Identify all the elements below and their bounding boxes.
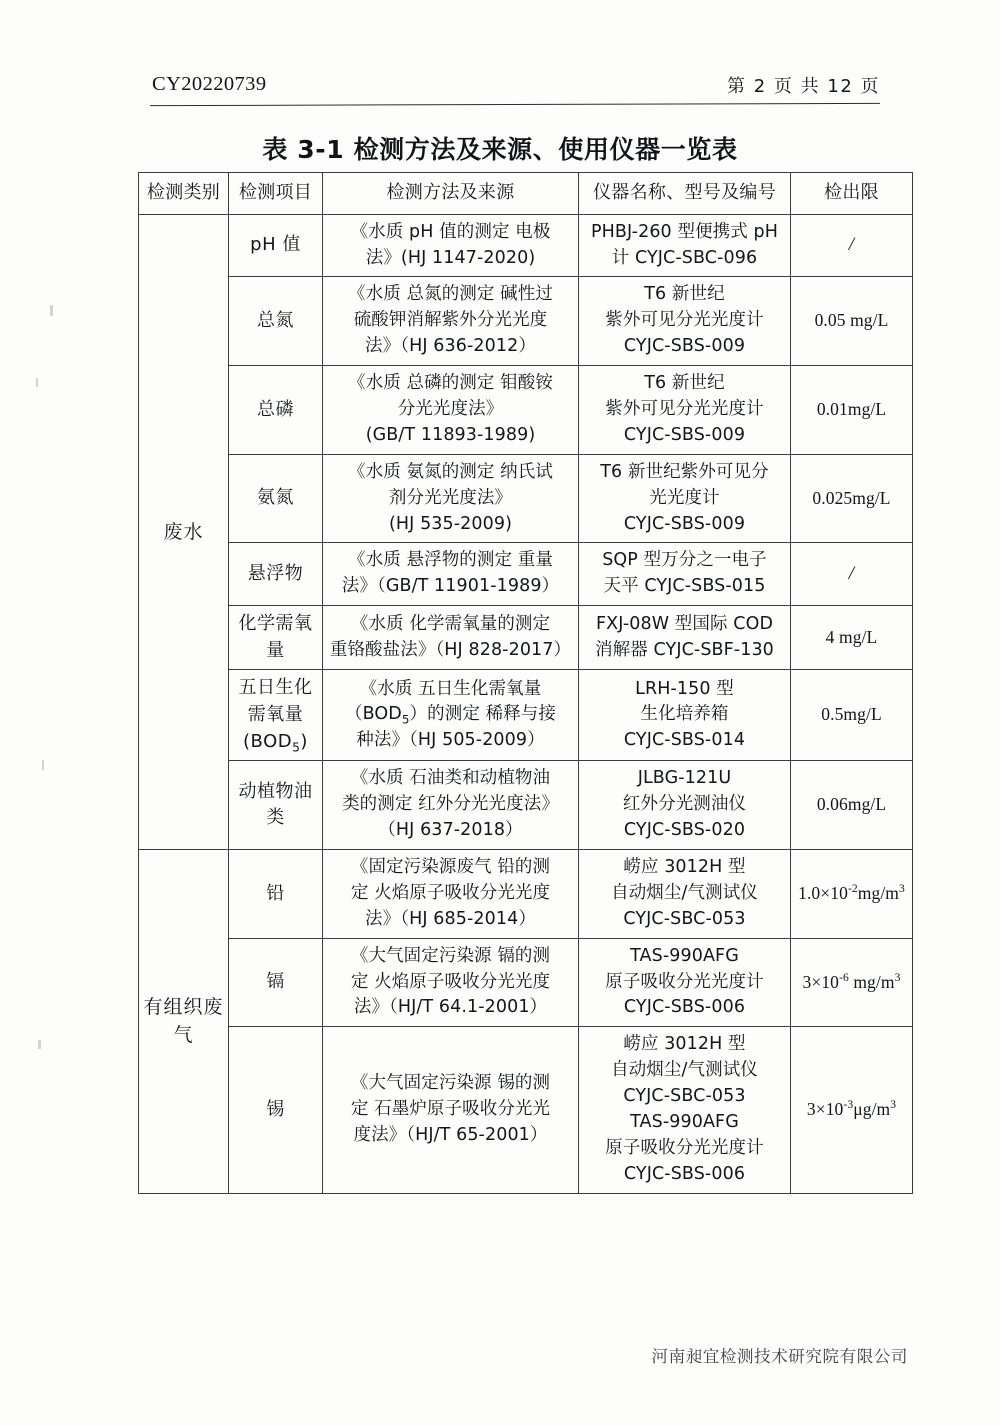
cell-method: 《水质 石油类和动植物油 类的测定 红外分光光度法》 （HJ 637-2018） bbox=[323, 761, 579, 850]
column-header-method: 检测方法及来源 bbox=[323, 173, 579, 215]
cell-item: 锡 bbox=[229, 1027, 323, 1193]
cell-method: 《水质 悬浮物的测定 重量 法》（GB/T 11901-1989） bbox=[323, 543, 579, 606]
column-header-item: 检测项目 bbox=[229, 173, 323, 215]
header-divider bbox=[150, 103, 880, 106]
cell-method: 《水质 总磷的测定 钼酸铵 分光光度法》 (GB/T 11893-1989) bbox=[323, 366, 579, 455]
table-row bbox=[139, 670, 913, 761]
cell-instrument: T6 新世纪 紫外可见分光光度计 CYJC-SBS-009 bbox=[579, 277, 791, 366]
table-row bbox=[139, 606, 913, 670]
table-row bbox=[139, 366, 913, 455]
cell-method: 《大气固定污染源 镉的测 定 火焰原子吸收分光光度 法》（HJ/T 64.1-2001） bbox=[323, 938, 579, 1027]
cell-item: 总磷 bbox=[229, 366, 323, 455]
table-row bbox=[139, 454, 913, 543]
cell-item: 化学需氧量 bbox=[229, 606, 323, 670]
cell-item: 悬浮物 bbox=[229, 543, 323, 606]
cell-instrument: T6 新世纪 紫外可见分光光度计 CYJC-SBS-009 bbox=[579, 366, 791, 455]
methods-table bbox=[138, 172, 913, 1194]
cell-detection-limit: $3\times 10^{-3}\mu g/m^3$ bbox=[791, 1027, 913, 1193]
page-header bbox=[152, 72, 880, 96]
table-row bbox=[139, 277, 913, 366]
cell-method: 《水质 氨氮的测定 纳氏试 剂分光光度法》 (HJ 535-2009) bbox=[323, 454, 579, 543]
cell-method: 《固定污染源废气 铅的测 定 火焰原子吸收分光光度 法》（HJ 685-2014） bbox=[323, 850, 579, 939]
cell-instrument: T6 新世纪紫外可见分 光光度计 CYJC-SBS-009 bbox=[579, 454, 791, 543]
cell-category: 有组织废气 bbox=[139, 850, 229, 1194]
table-row bbox=[139, 938, 913, 1027]
cell-item: 动植物油类 bbox=[229, 761, 323, 850]
cell-detection-limit: / bbox=[791, 543, 913, 606]
cell-detection-limit: $3\times 10^{-6}$ $mg/m^3$ bbox=[791, 938, 913, 1027]
cell-detection-limit: / bbox=[791, 214, 913, 277]
column-header-instrument: 仪器名称、型号及编号 bbox=[579, 173, 791, 215]
cell-detection-limit: 0.5mg/L bbox=[791, 670, 913, 761]
cell-detection-limit: 4 mg/L bbox=[791, 606, 913, 670]
table-row bbox=[139, 214, 913, 277]
cell-instrument: SQP 型万分之一电子 天平 CYJC-SBS-015 bbox=[579, 543, 791, 606]
cell-instrument: LRH-150 型 生化培养箱 CYJC-SBS-014 bbox=[579, 670, 791, 761]
cell-item: 镉 bbox=[229, 938, 323, 1027]
cell-method: 《水质 总氮的测定 碱性过 硫酸钾消解紫外分光光度 法》（HJ 636-2012） bbox=[323, 277, 579, 366]
cell-item: 总氮 bbox=[229, 277, 323, 366]
column-header-limit: 检出限 bbox=[791, 173, 913, 215]
cell-instrument: 崂应 3012H 型 自动烟尘/气测试仪 CYJC-SBC-053 bbox=[579, 850, 791, 939]
cell-instrument: TAS-990AFG 原子吸收分光光度计 CYJC-SBS-006 bbox=[579, 938, 791, 1027]
cell-instrument: FXJ-08W 型国际 COD 消解器 CYJC-SBF-130 bbox=[579, 606, 791, 670]
cell-detection-limit: 0.05 mg/L bbox=[791, 277, 913, 366]
cell-instrument: JLBG-121U 红外分光测油仪 CYJC-SBS-020 bbox=[579, 761, 791, 850]
cell-detection-limit: 0.01mg/L bbox=[791, 366, 913, 455]
methods-table-container bbox=[138, 172, 912, 1194]
table-row bbox=[139, 1027, 913, 1193]
cell-item: 氨氮 bbox=[229, 454, 323, 543]
page-indicator: 第 2 页 共 12 页 bbox=[727, 76, 880, 97]
cell-instrument: PHBJ-260 型便携式 pH 计 CYJC-SBC-096 bbox=[579, 214, 791, 277]
table-header-row bbox=[139, 173, 913, 215]
cell-method: 《水质 pH 值的测定 电极 法》(HJ 1147-2020) bbox=[323, 214, 579, 277]
cell-detection-limit: $1.0\times 10^{-2}mg/m^3$ bbox=[791, 850, 913, 939]
table-title: 表 3-1 检测方法及来源、使用仪器一览表 bbox=[262, 135, 738, 164]
cell-method: 《水质 化学需氧量的测定 重铬酸盐法》（HJ 828-2017） bbox=[323, 606, 579, 670]
cell-method: 《大气固定污染源 锡的测 定 石墨炉原子吸收分光光 度法》（HJ/T 65-2001） bbox=[323, 1027, 579, 1193]
table-row bbox=[139, 543, 913, 606]
cell-item: 五日生化需氧量 $(BOD_5)$ bbox=[229, 670, 323, 761]
scan-speck bbox=[50, 305, 53, 316]
cell-detection-limit: 0.06mg/L bbox=[791, 761, 913, 850]
cell-category: 废水 bbox=[139, 214, 229, 849]
table-body bbox=[139, 214, 913, 1193]
cell-instrument: 崂应 3012H 型 自动烟尘/气测试仪 CYJC-SBC-053 TAS-990AFG 原子吸收分光光度计 CYJC-SBS-006 bbox=[579, 1027, 791, 1193]
cell-item: 铅 bbox=[229, 850, 323, 939]
cell-item: pH 值 bbox=[229, 214, 323, 277]
cell-detection-limit: 0.025mg/L bbox=[791, 454, 913, 543]
scan-speck bbox=[38, 1040, 41, 1049]
document-code: CY20220739 bbox=[152, 73, 267, 95]
footer-company: 河南昶宜检测技术研究院有限公司 bbox=[651, 1347, 908, 1366]
table-row bbox=[139, 761, 913, 850]
scan-speck bbox=[42, 760, 44, 770]
scan-speck bbox=[36, 378, 38, 387]
table-row bbox=[139, 850, 913, 939]
column-header-category: 检测类别 bbox=[139, 173, 229, 215]
cell-method: 《水质 五日生化需氧量 $(BOD_5)$的测定 稀释与接 种法》（HJ 505-2009） bbox=[323, 670, 579, 761]
